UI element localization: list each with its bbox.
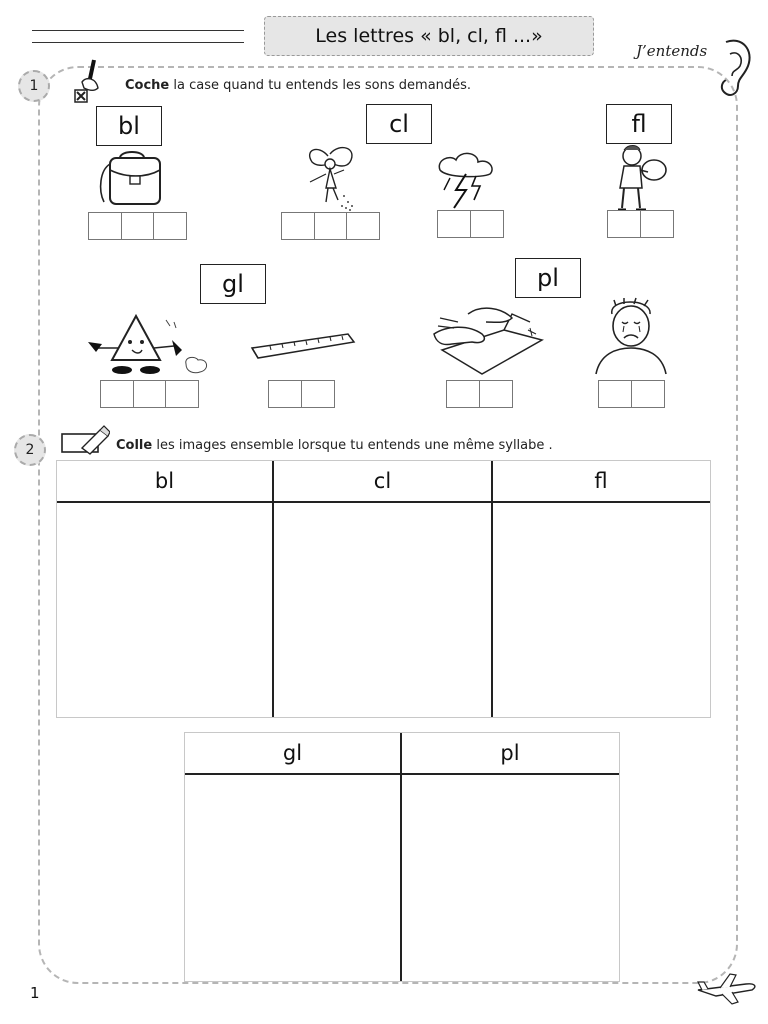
glue-stick-icon [60,424,110,456]
name-line-1 [32,30,244,31]
check-cell[interactable] [268,380,302,408]
label-bl: bl [96,106,162,146]
checkbox-group-ruler [268,380,333,408]
check-cell[interactable] [479,380,513,408]
check-cell[interactable] [598,380,632,408]
column-header-fl: fl [594,469,608,493]
sorting-table-bl-cl-fl [56,460,711,718]
page-number: 1 [30,984,40,1002]
fairy-icon [300,144,362,214]
check-cell[interactable] [153,212,187,240]
check-cell[interactable] [133,380,167,408]
sorting-table-gl-pl [184,732,620,982]
label-cl: cl [366,104,432,144]
exercise-2-number: 2 [14,434,46,466]
hands-folding-paper-icon [432,300,546,378]
exercise-2-instruction: Colle les images ensemble lorsque tu entends une même syllabe . [116,438,553,453]
check-cell[interactable] [88,212,122,240]
checkbox-group-triangle [100,380,198,408]
checkbox-group-boy-eating [607,210,672,238]
exercise-1-instruction: Coche la case quand tu entends les sons demandés. [125,78,472,93]
check-cell[interactable] [281,212,315,240]
airplane-icon [696,970,760,1006]
check-cell[interactable] [607,210,641,238]
check-cell[interactable] [640,210,674,238]
column-header-bl: bl [154,469,175,493]
label-fl: fl [606,104,672,144]
column-header-pl: pl [500,741,520,765]
check-cell[interactable] [301,380,335,408]
check-cell[interactable] [631,380,665,408]
page-title: Les lettres « bl, cl, fl ...» [264,16,594,56]
label-gl: gl [200,264,266,304]
check-cell[interactable] [437,210,471,238]
column-header-gl: gl [282,741,303,765]
lightning-icon [432,150,504,210]
pencil-checkbox-icon [72,58,106,106]
check-cell[interactable] [346,212,380,240]
checkbox-group-schoolbag [88,212,186,240]
check-cell[interactable] [446,380,480,408]
label-pl: pl [515,258,581,298]
checkbox-group-fairy [281,212,379,240]
check-cell[interactable] [100,380,134,408]
entends-label: J’entends [636,42,708,60]
ruler-icon [250,330,356,360]
check-cell[interactable] [165,380,199,408]
check-cell[interactable] [470,210,504,238]
check-cell[interactable] [314,212,348,240]
column-header-cl: cl [373,469,392,493]
schoolbag-icon [96,150,172,210]
boy-eating-icon [606,142,672,214]
check-cell[interactable] [121,212,155,240]
exercise-1-number: 1 [18,70,50,102]
checkbox-group-hands-paper [446,380,511,408]
checkbox-group-crying-boy [598,380,663,408]
name-line-2 [32,42,244,43]
triangle-character-icon [88,312,216,378]
crying-boy-icon [594,296,668,376]
checkbox-group-lightning [437,210,502,238]
